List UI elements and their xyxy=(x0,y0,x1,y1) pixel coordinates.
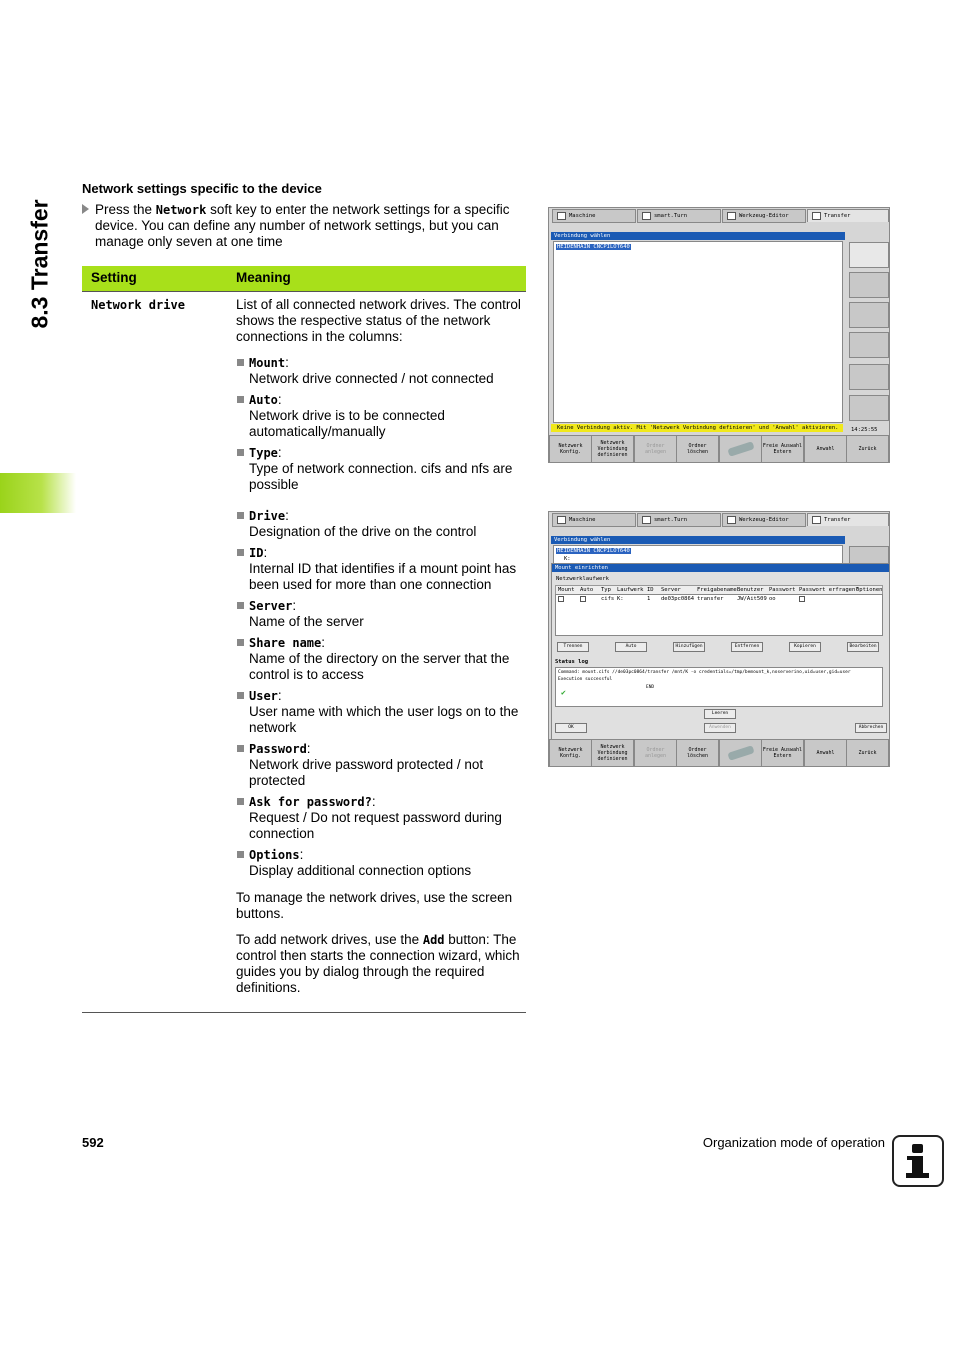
bullet-arrow-icon xyxy=(82,204,89,214)
softkey-ordner-loeschen[interactable]: Ordner löschen xyxy=(676,435,719,463)
list-item: User: User name with which the user logs on to the network xyxy=(236,688,524,736)
info-icon xyxy=(892,1135,944,1187)
status-log-label: Status log xyxy=(555,659,589,665)
list-item: Share name: Name of the directory on the server that the control is to access xyxy=(236,635,524,683)
right-softkey-3[interactable] xyxy=(849,302,889,328)
list-item-heidenhain[interactable]: HEIDENHAIN CNCPILOT640 xyxy=(557,548,630,554)
table-header xyxy=(82,266,526,292)
network-key: Network xyxy=(155,203,207,217)
drive-table[interactable] xyxy=(555,594,883,636)
disconnect-button[interactable]: Trennen xyxy=(557,642,589,652)
list-item-drive[interactable]: K: xyxy=(564,556,571,562)
tab-werkzeug-editor[interactable]: Werkzeug-Editor xyxy=(722,209,806,223)
tab-transfer[interactable]: Transfer xyxy=(807,209,889,222)
group-label: Netzwerklaufwerk xyxy=(556,576,609,582)
softkey-anwahl[interactable]: Anwahl xyxy=(804,435,847,463)
softkey-bar xyxy=(549,435,889,463)
panel-title-bar: Verbindung wählen xyxy=(551,232,845,240)
screenshot-mount-setup xyxy=(548,511,890,767)
softkey-verbindung-definieren[interactable]: Netzwerk Verbindung definieren xyxy=(591,435,634,463)
dialog-title-bar: Mount einrichten xyxy=(552,564,890,572)
auto-checkbox[interactable] xyxy=(580,596,586,602)
manage-text: To manage the network drives, use the screen buttons. xyxy=(236,890,513,921)
table-row[interactable]: cifs K: 1 de03pc0864 transfer JW/Ait509 oo xyxy=(556,595,882,603)
softkey-freie-auswahl[interactable]: Freie Auswahl Extern xyxy=(761,435,804,463)
setting-name: Network drive xyxy=(91,298,185,312)
softkey-ordner-loeschen[interactable]: Ordner löschen xyxy=(676,739,719,767)
tab-smart-turn[interactable]: smart.Turn xyxy=(637,513,721,527)
softkey-netzwerk-konfig[interactable]: Netzwerk Konfig. xyxy=(549,739,592,767)
tab-werkzeug-editor[interactable]: Werkzeug-Editor xyxy=(722,513,806,527)
auto-button[interactable]: Auto xyxy=(615,642,647,652)
list-item: Options: Display additional connection options xyxy=(236,847,524,879)
tab-bar xyxy=(549,208,889,224)
connection-list[interactable] xyxy=(553,545,843,565)
right-softkey-5[interactable] xyxy=(849,364,889,390)
softkey-zurueck[interactable]: Zurück xyxy=(846,739,889,767)
intro-paragraph: Press the Network soft key to enter the network settings for a specific device. You can define any number of network settings, but you can manage only seven at one time xyxy=(82,202,527,250)
meaning-description: List of all connected network drives. The control shows the respective status of the network connections in the columns: xyxy=(236,297,521,344)
softkey-verbindung-definieren[interactable]: Netzwerk Verbindung definieren xyxy=(591,739,634,767)
list-item: Auto: Network drive is to be connected automatically/manually xyxy=(236,392,524,440)
list-item: Type: Type of network connection. cifs and nfs are possible xyxy=(236,445,524,493)
list-item: Password: Network drive password protected / not protected xyxy=(236,741,524,789)
mount-checkbox[interactable] xyxy=(558,596,564,602)
right-softkey-4[interactable] xyxy=(849,332,889,358)
softkey-wrench-icon[interactable] xyxy=(719,435,762,463)
chapter-footer: Organization mode of operation xyxy=(702,1135,885,1150)
chapter-side-title: 8.3 Transfer xyxy=(26,199,53,329)
list-item: Ask for password?: Request / Do not request password during connection xyxy=(236,794,524,842)
list-item: Drive: Designation of the drive on the control xyxy=(236,508,524,540)
list-item: Server: Name of the server xyxy=(236,598,524,630)
cancel-button[interactable]: Abbrechen xyxy=(855,723,887,733)
ok-button[interactable]: OK xyxy=(555,723,587,733)
clock: 14:25:55 xyxy=(851,427,878,433)
page-number: 592 xyxy=(82,1135,104,1150)
add-button[interactable]: Hinzufügen xyxy=(673,642,705,652)
status-log: Command: mount.cifs //de03pc0864/transfer /mnt/K -o credentials=/tmp/bemount_k,noserverino,uid=user,gid=user Execution successful ✔ END xyxy=(555,667,883,707)
panel-title-bar: Verbindung wählen xyxy=(551,536,845,544)
check-icon: ✔ xyxy=(561,688,566,697)
header-meaning: Meaning xyxy=(236,270,291,285)
add-text: To add network drives, use the Add button: The control then starts the connection wizard, which guides you by dialog through the required definitions. xyxy=(236,932,520,995)
remove-button[interactable]: Entfernen xyxy=(731,642,763,652)
softkey-bar xyxy=(549,739,889,767)
list-item-heidenhain[interactable]: HEIDENHAIN CNCPILOT640 xyxy=(557,244,630,250)
drive-table-header: Mount Auto Typ Laufwerk ID Server Freigabename Benutzer Passwort Passwort erfragen? Optionen xyxy=(555,585,883,595)
apply-button[interactable]: Anwenden xyxy=(704,723,736,733)
list-item: Mount: Network drive connected / not connected xyxy=(236,355,524,387)
right-softkey-1[interactable] xyxy=(849,242,889,268)
ask-password-checkbox[interactable] xyxy=(799,596,805,602)
tab-bar xyxy=(549,512,889,528)
section-heading: Network settings specific to the device xyxy=(82,181,322,196)
softkey-freie-auswahl[interactable]: Freie Auswahl Extern xyxy=(761,739,804,767)
copy-button[interactable]: Kopieren xyxy=(789,642,821,652)
tab-maschine[interactable]: Maschine xyxy=(552,209,636,223)
chapter-tab-marker xyxy=(0,473,76,513)
screenshot-connection-select xyxy=(548,207,890,463)
table-bottom-rule xyxy=(82,1012,526,1013)
tab-transfer[interactable]: Transfer xyxy=(807,513,889,526)
meaning-cell xyxy=(236,297,524,1006)
softkey-wrench-icon[interactable] xyxy=(719,739,762,767)
softkey-anwahl[interactable]: Anwahl xyxy=(804,739,847,767)
softkey-ordner-anlegen[interactable]: Ordner anlegen xyxy=(634,435,677,463)
list-item: ID: Internal ID that identifies if a mount point has been used for more than one connection xyxy=(236,545,524,593)
softkey-netzwerk-konfig[interactable]: Netzwerk Konfig. xyxy=(549,435,592,463)
tool-table-icon[interactable] xyxy=(849,395,889,421)
softkey-ordner-anlegen[interactable]: Ordner anlegen xyxy=(634,739,677,767)
tab-maschine[interactable]: Maschine xyxy=(552,513,636,527)
softkey-zurueck[interactable]: Zurück xyxy=(846,435,889,463)
clear-button[interactable]: Leeren xyxy=(704,709,736,719)
status-line: Keine Verbindung aktiv. Mit 'Netzwerk Verbindung definieren' und 'Anwahl' aktivieren. xyxy=(551,424,843,432)
edit-button[interactable]: Bearbeiten xyxy=(847,642,879,652)
header-setting: Setting xyxy=(91,270,137,285)
right-softkey-2[interactable] xyxy=(849,272,889,298)
connection-list[interactable] xyxy=(553,241,843,423)
tab-smart-turn[interactable]: smart.Turn xyxy=(637,209,721,223)
